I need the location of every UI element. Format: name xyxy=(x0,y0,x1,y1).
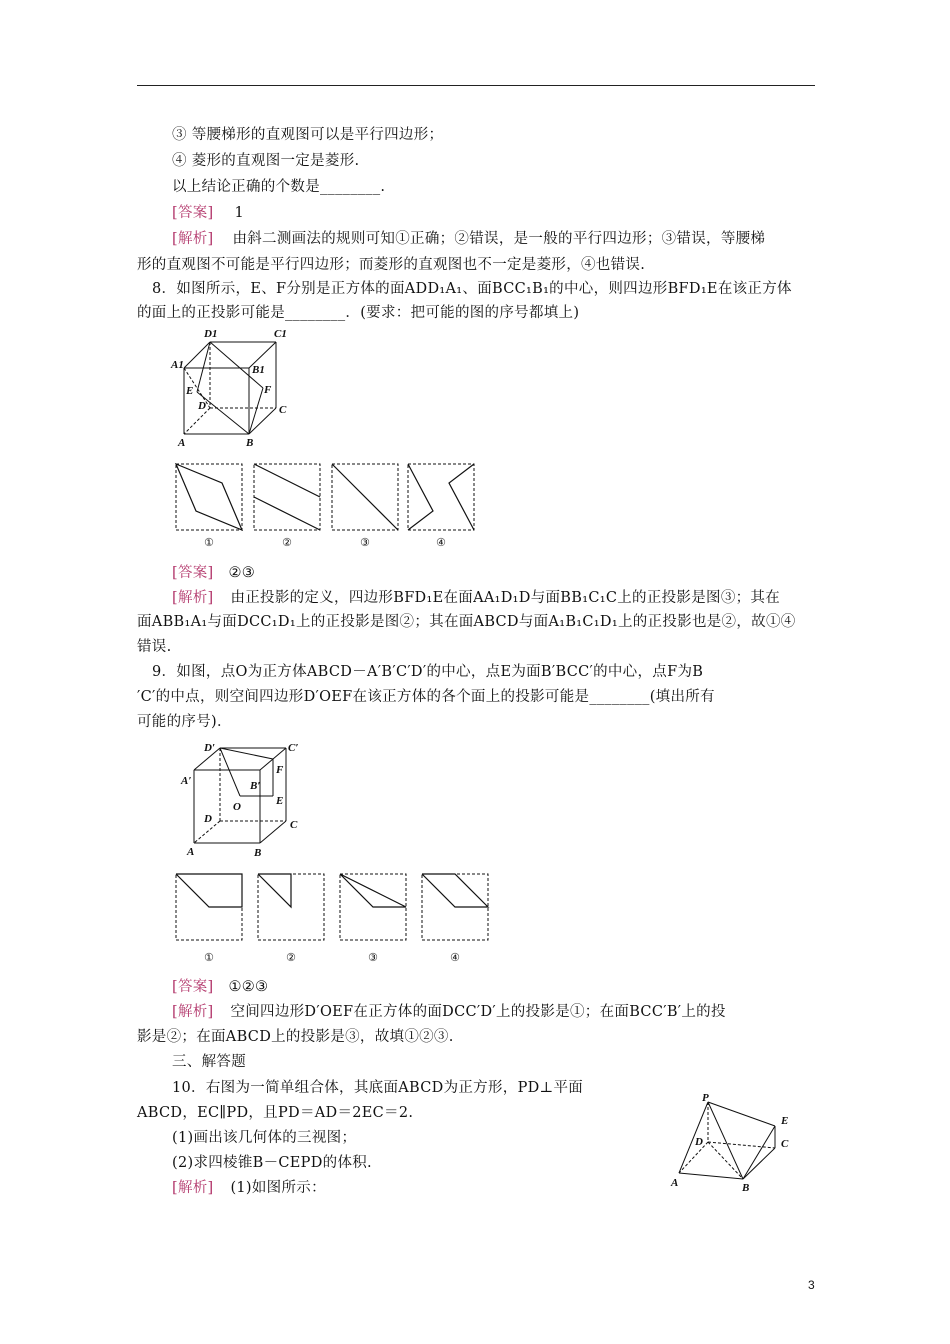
option-2-label: ② xyxy=(282,536,292,549)
figure-9-cube xyxy=(178,740,308,865)
label-A1: A1 xyxy=(171,359,184,371)
question-9-line1: 9．如图，点O为正方体ABCD－A′B′C′D′的中心，点E为面B′BCC′的中心，点F为B xyxy=(152,664,704,680)
label-B: B xyxy=(254,847,262,859)
label-D: D xyxy=(695,1136,703,1148)
label-P: P xyxy=(702,1092,709,1104)
label-F: F xyxy=(276,764,284,776)
option-2-label: ② xyxy=(286,951,296,964)
label-F: F xyxy=(264,384,272,396)
answer-8 xyxy=(172,563,255,583)
figure-8-options xyxy=(172,460,482,552)
section-heading: 三、解答题 xyxy=(172,1054,246,1070)
question-9-line3: 可能的序号)． xyxy=(137,714,232,730)
explanation-10 xyxy=(172,1178,326,1198)
label-B: B xyxy=(742,1182,750,1194)
label-O: O xyxy=(233,801,241,813)
question-7-blank: 以上结论正确的个数是________. xyxy=(172,179,386,195)
explanation-7-line2: 形的直观图不可能是平行四边形；而菱形的直观图也不一定是菱形，④也错误. xyxy=(137,257,646,273)
label-Aprime: A′ xyxy=(181,775,192,787)
option-3-label: ③ xyxy=(368,951,378,964)
explanation-9-line2: 影是②；在面ABCD上的投影是③，故填①②③. xyxy=(137,1029,454,1045)
label-Dprime: D′ xyxy=(204,742,216,754)
explanation-7-line1 xyxy=(172,229,765,249)
question-9-line2: ′C′的中点，则空间四边形D′OEF在该正方体的各个面上的投影可能是________(填出所有 xyxy=(137,689,715,705)
question-8-line1: 8．如图所示，E、F分别是正方体的面ADD₁A₁、面BCC₁B₁的中心，则四边形BFD₁E在该正方体 xyxy=(152,281,792,297)
explanation-text: 由正投影的定义，四边形BFD₁E在面AA₁D₁D与面BB₁C₁C上的正投影是图③；其在 xyxy=(230,590,781,606)
figure-10-solid xyxy=(665,1090,805,1200)
option-3-label: ③ xyxy=(360,536,370,549)
statement-4: ④ 菱形的直观图一定是菱形. xyxy=(172,153,360,169)
answer-tag: [答案] xyxy=(172,565,214,581)
explanation-text: 空间四边形D′OEF在正方体的面DCC′D′上的投影是①；在面BCC′B′上的投 xyxy=(230,1004,726,1020)
statement-3: ③ 等腰梯形的直观图可以是平行四边形； xyxy=(172,127,444,143)
label-B: B xyxy=(246,437,254,449)
explanation-tag: [解析] xyxy=(172,1004,214,1020)
option-1-label: ① xyxy=(204,951,214,964)
figure-8-cube xyxy=(170,322,300,452)
question-8-line2: 的面上的正投影可能是________．(要求：把可能的图的序号都填上) xyxy=(137,305,580,321)
label-E: E xyxy=(276,795,284,807)
label-C: C xyxy=(781,1138,789,1150)
label-D1: D1 xyxy=(204,328,218,340)
option-4-label: ④ xyxy=(436,536,446,549)
answer-9 xyxy=(172,977,268,997)
label-A: A xyxy=(187,846,195,858)
label-C1: C1 xyxy=(274,328,287,340)
answer-tag: [答案] xyxy=(172,979,214,995)
answer-tag: [答案] xyxy=(172,205,214,221)
page-number: 3 xyxy=(808,1278,815,1292)
explanation-9-line1 xyxy=(172,1002,726,1022)
explanation-8-line1 xyxy=(172,588,780,608)
explanation-text: (1)如图所示： xyxy=(230,1180,326,1196)
label-E: E xyxy=(186,385,194,397)
explanation-tag: [解析] xyxy=(172,231,214,247)
question-10-part1: (1)画出该几何体的三视图； xyxy=(172,1130,357,1146)
explanation-8-line3: 错误. xyxy=(137,639,172,655)
explanation-text: 由斜二测画法的规则可知①正确；②错误，是一般的平行四边形；③错误，等腰梯 xyxy=(232,231,766,247)
answer-7 xyxy=(172,203,244,223)
label-D: D xyxy=(198,400,206,412)
label-C: C xyxy=(290,819,298,831)
label-A: A xyxy=(178,437,186,449)
label-Cprime: C′ xyxy=(288,742,299,754)
question-10-line1: 10．右图为一简单组合体，其底面ABCD为正方形，PD⊥平面 xyxy=(172,1080,584,1096)
explanation-tag: [解析] xyxy=(172,590,214,606)
explanation-8-line2: 面ABB₁A₁与面DCC₁D₁上的正投影是图②；其在面ABCD与面A₁B₁C₁D₁上的正投影也是②，故①④ xyxy=(137,614,796,630)
explanation-tag: [解析] xyxy=(172,1180,214,1196)
label-C: C xyxy=(279,404,287,416)
answer-value: ①②③ xyxy=(228,979,269,995)
figure-9-options xyxy=(172,870,492,968)
label-B1: B1 xyxy=(252,364,265,376)
answer-value: ②③ xyxy=(228,565,256,581)
answer-value: 1 xyxy=(234,205,244,221)
option-4-label: ④ xyxy=(450,951,460,964)
label-D: D xyxy=(204,813,212,825)
header-rule xyxy=(137,85,815,86)
label-E: E xyxy=(781,1115,789,1127)
label-Bprime: B′ xyxy=(250,780,261,792)
option-1-label: ① xyxy=(204,536,214,549)
question-10-line2: ABCD，EC∥PD，且PD＝AD＝2EC＝2. xyxy=(137,1105,414,1121)
label-A: A xyxy=(671,1177,679,1189)
question-10-part2: (2)求四棱锥B－CEPD的体积. xyxy=(172,1155,372,1171)
